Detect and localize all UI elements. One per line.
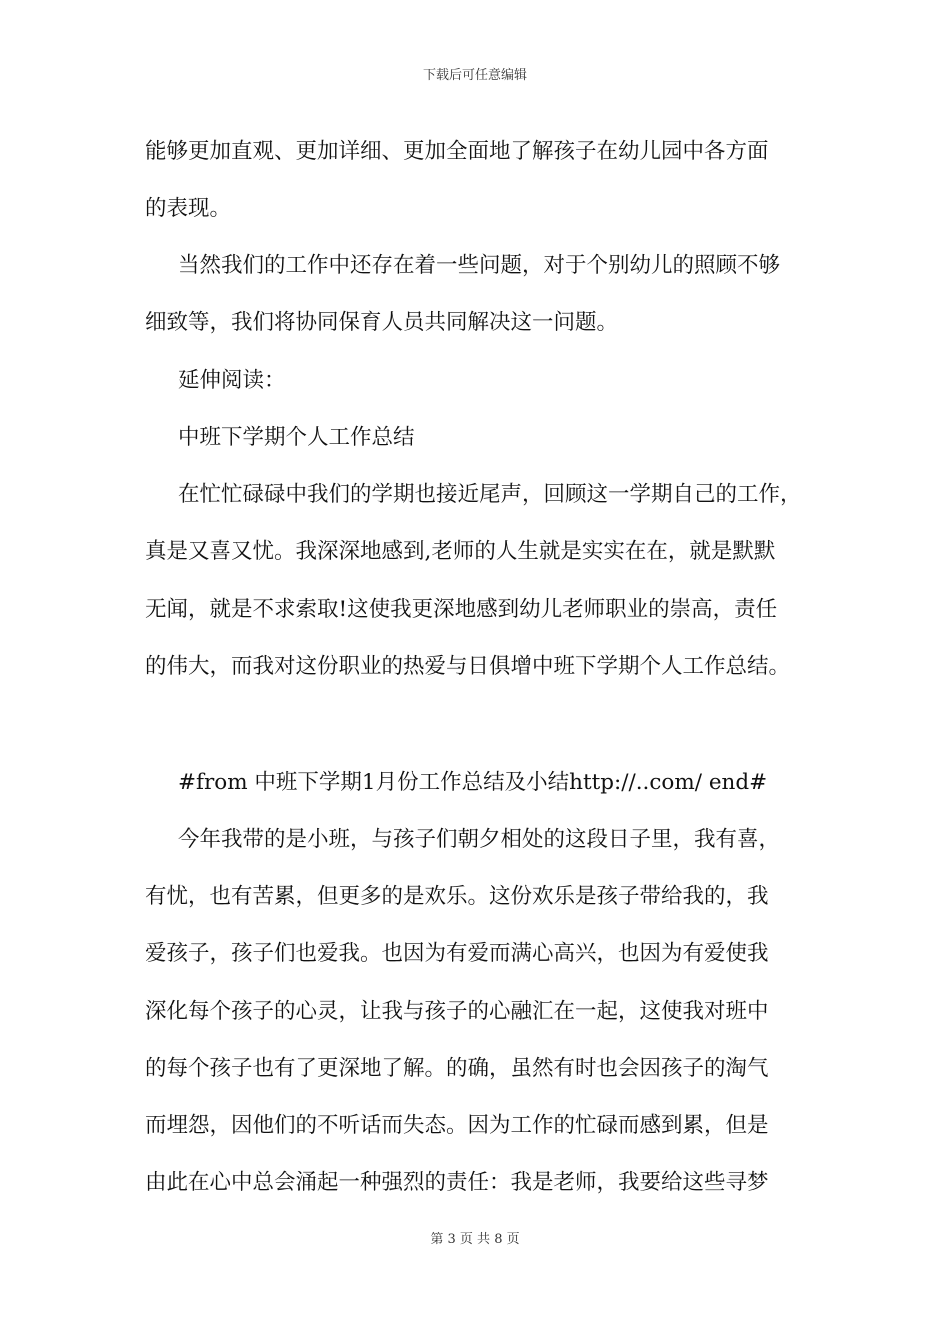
body-line: 当然我们的工作中还存在着一些问题，对于个别幼儿的照顾不够: [178, 253, 781, 278]
body-line: 的每个孩子也有了更深地了解。的确，虽然有时也会因孩子的淘气: [145, 1056, 769, 1081]
body-line: 今年我带的是小班，与孩子们朝夕相处的这段日子里，我有喜，: [178, 827, 781, 852]
body-line: 而埋怨，因他们的不听话而失态。因为工作的忙碌而感到累，但是: [145, 1113, 769, 1138]
body-line: 深化每个孩子的心灵，让我与孩子的心融汇在一起，这使我对班中: [145, 999, 769, 1024]
body-line: 爱孩子，孩子们也爱我。也因为有爱而满心高兴，也因为有爱使我: [145, 941, 769, 966]
body-line: 有忧，也有苦累，但更多的是欢乐。这份欢乐是孩子带给我的，我: [145, 884, 769, 909]
body-line: 能够更加直观、更加详细、更加全面地了解孩子在幼儿园中各方面: [145, 139, 769, 164]
body-line: 由此在心中总会涌起一种强烈的责任：我是老师，我要给这些寻梦: [145, 1170, 769, 1195]
section-heading: 中班下学期个人工作总结: [178, 425, 415, 450]
body-line: 细致等，我们将协同保育人员共同解决这一问题。: [145, 310, 619, 335]
body-line: 的伟大，而我对这份职业的热爱与日俱增中班下学期个人工作总结。: [145, 654, 791, 679]
body-line: 的表现。: [145, 196, 232, 221]
body-line: 无闻，就是不求索取!这使我更深地感到幼儿老师职业的崇高，责任: [145, 597, 778, 622]
body-line: 延伸阅读：: [178, 368, 286, 393]
page-header: 下载后可任意编辑: [422, 68, 527, 83]
source-marker-line: #from 中班下学期1月份工作总结及小结http://..com/ end#: [178, 770, 768, 795]
body-line: 真是又喜又忧。我深深地感到,老师的人生就是实实在在，就是默默: [145, 539, 776, 564]
body-line: 在忙忙碌碌中我们的学期也接近尾声，回顾这一学期自己的工作，: [178, 482, 802, 507]
page-footer: 第 3 页 共 8 页: [430, 1232, 520, 1247]
